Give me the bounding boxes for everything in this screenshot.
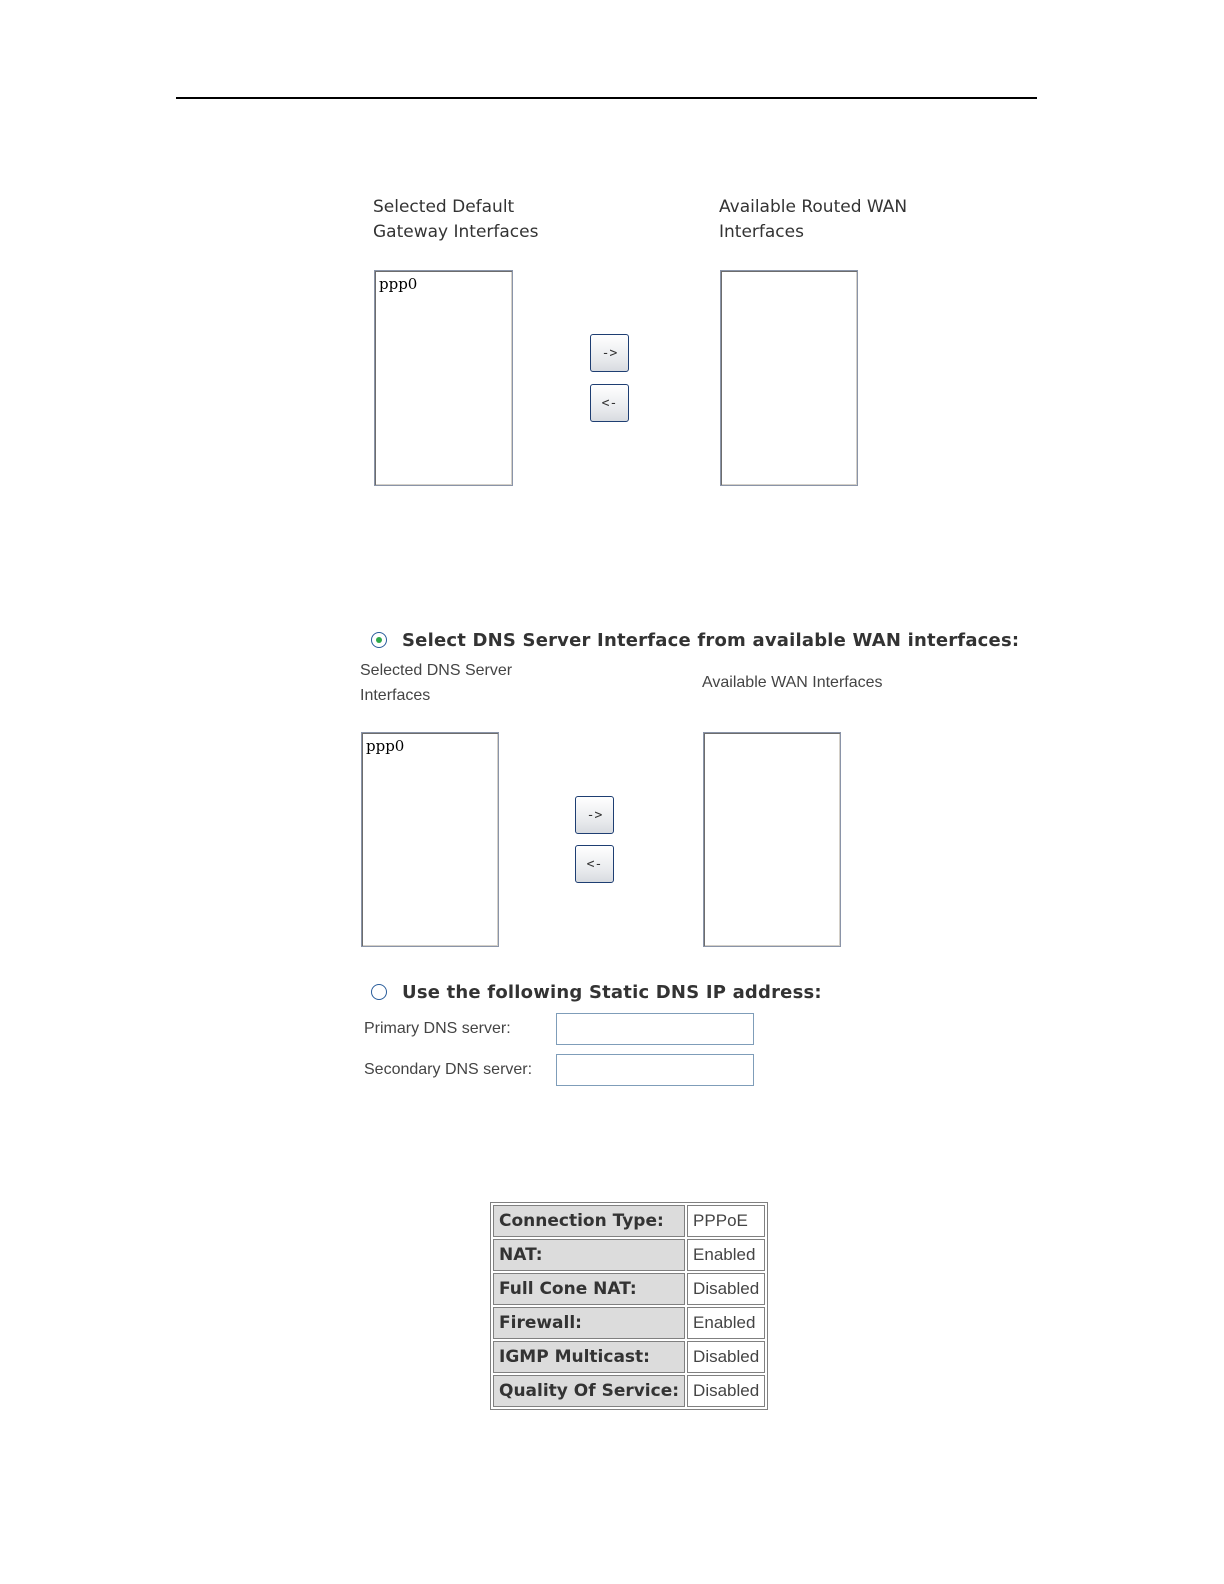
summary-value: Enabled [687,1239,765,1271]
summary-value: PPPoE [687,1205,765,1237]
summary-key: NAT: [493,1239,685,1271]
static-dns-radio[interactable] [371,984,387,1000]
table-row [493,1205,765,1237]
available-gateway-listbox[interactable] [720,270,858,486]
gateway-move-left-button[interactable]: <- [590,384,629,422]
summary-key: Full Cone NAT: [493,1273,685,1305]
list-item[interactable]: ppp0 [366,737,405,755]
available-dns-label: Available WAN Interfaces [702,674,883,691]
selected-gateway-listbox[interactable] [374,270,513,486]
summary-value: Disabled [687,1273,765,1305]
selected-gateway-label: Selected Default Gateway Interfaces [373,197,539,242]
available-gateway-label: Available Routed WAN Interfaces [719,197,908,242]
available-dns-listbox[interactable] [703,732,841,947]
table-row [493,1273,765,1305]
selected-dns-label: Selected DNS Server Interfaces [360,662,513,704]
table-row [493,1239,765,1271]
dns-interface-radio[interactable] [371,632,387,648]
selected-dns-listbox[interactable] [361,732,499,947]
secondary-dns-label: Secondary DNS server: [364,1061,533,1078]
header-rule [176,97,1037,99]
primary-dns-label: Primary DNS server: [364,1020,511,1037]
connection-summary-table [490,1202,768,1410]
summary-key: Firewall: [493,1307,685,1339]
primary-dns-input[interactable] [556,1013,754,1045]
summary-key: Quality Of Service: [493,1375,685,1407]
summary-value: Disabled [687,1341,765,1373]
gateway-move-right-button[interactable]: -> [590,334,629,372]
summary-value: Disabled [687,1375,765,1407]
dns-move-right-button[interactable]: -> [575,796,614,834]
table-row [493,1307,765,1339]
summary-key: IGMP Multicast: [493,1341,685,1373]
list-item[interactable]: ppp0 [379,275,418,293]
summary-value: Enabled [687,1307,765,1339]
secondary-dns-input[interactable] [556,1054,754,1086]
table-row [493,1341,765,1373]
static-dns-option-label: Use the following Static DNS IP address: [402,982,822,1003]
dns-move-left-button[interactable]: <- [575,845,614,883]
dns-interface-option-label: Select DNS Server Interface from available WAN interfaces: [402,630,1020,651]
summary-key: Connection Type: [493,1205,685,1237]
table-row [493,1375,765,1407]
